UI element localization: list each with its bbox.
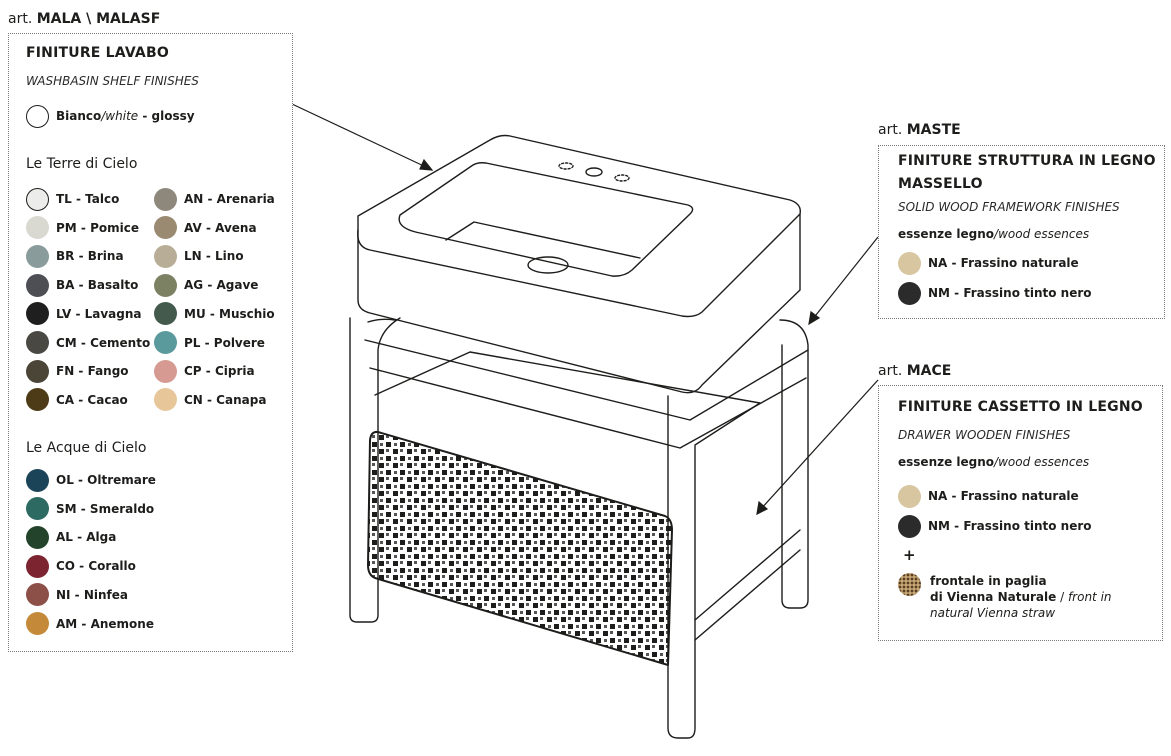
swatch-label: NI - Ninfea (56, 587, 128, 602)
swatch-terre-right-0 (154, 187, 275, 211)
swatch-color (26, 497, 49, 520)
art-prefix: art. (8, 11, 33, 27)
swatch-maste-1 (898, 281, 1092, 305)
swatch-terre-left-7 (26, 388, 128, 412)
swatch-label: CP - Cipria (184, 364, 255, 379)
swatch-label: LV - Lavagna (56, 306, 142, 321)
swatch-terre-right-3 (154, 273, 258, 297)
swatch-mace-0 (898, 484, 1079, 508)
swatch-color (26, 331, 49, 354)
swatch-color (26, 105, 49, 128)
swatch-label: NM - Frassino tinto nero (928, 286, 1092, 300)
swatch-label: AN - Arenaria (184, 192, 275, 206)
swatch-color (898, 485, 921, 508)
swatch-maste-0 (898, 251, 1079, 275)
swatch-label: CO - Corallo (56, 559, 136, 574)
art-code: MASTE (906, 122, 961, 138)
swatch-bianco-glossy (26, 104, 195, 128)
art-mace-label (878, 363, 951, 379)
mala-subtitle: WASHBASIN SHELF FINISHES (26, 74, 199, 88)
swatch-terre-right-1 (154, 216, 257, 240)
swatch-acque-5 (26, 612, 154, 636)
swatch-label: BA - Basalto (56, 278, 139, 293)
swatch-label: AV - Avena (184, 220, 257, 235)
swatch-label: NM - Frassino tinto nero (928, 519, 1092, 533)
mace-title: FINITURE CASSETTO IN LEGNO (898, 399, 1143, 415)
swatch-color (898, 252, 921, 275)
swatch-terre-left-4 (26, 302, 142, 326)
swatch-label: AG - Agave (184, 278, 259, 293)
mala-title: FINITURE LAVABO (26, 45, 169, 61)
drawer-straw-front (368, 432, 672, 665)
swatch-terre-left-5 (26, 331, 150, 355)
leader-arrow-mace (760, 380, 878, 510)
maste-title-line2: MASSELLO (898, 176, 983, 192)
swatch-mace-1 (898, 514, 1092, 538)
swatch-color (898, 515, 921, 538)
terre-di-cielo-heading: Le Terre di Cielo (26, 156, 138, 172)
swatch-terre-left-2 (26, 244, 124, 268)
maste-title-line1: FINITURE STRUTTURA IN LEGNO (898, 153, 1156, 169)
art-prefix: art. (878, 122, 903, 138)
swatch-color (26, 274, 49, 297)
swatch-label: OL - Oltremare (56, 473, 156, 487)
swatch-terre-right-2 (154, 244, 244, 268)
straw-label: frontale in paglia di Vienna Naturale / front in natural Vienna straw (930, 574, 1112, 620)
art-maste-label (878, 122, 961, 138)
leader-arrow-maste (812, 237, 878, 320)
leader-arrow-mala (292, 104, 428, 168)
swatch-color (154, 216, 177, 239)
swatch-color (26, 583, 49, 606)
swatch-color (26, 188, 49, 211)
maste-finishes-panel (878, 145, 1165, 319)
swatch-label: AL - Alga (56, 530, 117, 545)
swatch-color (26, 555, 49, 578)
swatch-label: PL - Polvere (184, 335, 265, 350)
swatch-label: FN - Fango (56, 364, 129, 379)
swatch-color (26, 388, 49, 411)
swatch-color (154, 274, 177, 297)
art-code: MACE (906, 363, 952, 379)
swatch-acque-0 (26, 468, 156, 492)
swatch-acque-3 (26, 554, 136, 578)
swatch-label: Bianco/white - glossy (56, 109, 195, 123)
swatch-label: LN - Lino (184, 249, 244, 264)
swatch-label: TL - Talco (56, 192, 120, 206)
swatch-color (154, 302, 177, 325)
swatch-label: NA - Frassino naturale (928, 256, 1079, 270)
swatch-color (26, 245, 49, 268)
art-prefix: art. (878, 363, 903, 379)
plus-sign: + (903, 546, 916, 564)
swatch-label: BR - Brina (56, 249, 124, 264)
straw-texture-icon (898, 573, 921, 596)
mala-finishes-panel (8, 33, 293, 652)
swatch-acque-2 (26, 525, 116, 549)
swatch-color (154, 245, 177, 268)
swatch-color (26, 612, 49, 635)
swatch-color (154, 388, 177, 411)
swatch-terre-left-0 (26, 187, 119, 211)
swatch-terre-left-6 (26, 359, 129, 383)
swatch-label: CN - Canapa (184, 392, 267, 407)
swatch-color (26, 526, 49, 549)
swatch-color (26, 216, 49, 239)
swatch-label: CA - Cacao (56, 392, 128, 407)
mace-subtitle: DRAWER WOODEN FINISHES (898, 428, 1071, 442)
swatch-vienna-straw (898, 573, 1112, 621)
swatch-terre-right-7 (154, 388, 266, 412)
swatch-color (26, 302, 49, 325)
maste-essence-label: essenze legno/wood essences (898, 227, 1090, 241)
swatch-label: NA - Frassino naturale (928, 489, 1079, 503)
swatch-color (154, 360, 177, 383)
swatch-color (154, 188, 177, 211)
swatch-terre-left-1 (26, 216, 139, 240)
swatch-acque-4 (26, 583, 128, 607)
art-code: MALA \ MALASF (36, 11, 161, 27)
maste-subtitle: SOLID WOOD FRAMEWORK FINISHES (898, 200, 1120, 214)
swatch-color (26, 469, 49, 492)
swatch-color (154, 331, 177, 354)
swatch-terre-right-6 (154, 359, 255, 383)
mace-essence-label: essenze legno/wood essences (898, 455, 1090, 469)
swatch-terre-right-5 (154, 331, 265, 355)
swatch-label: PM - Pomice (56, 220, 139, 235)
swatch-color (26, 360, 49, 383)
swatch-label: MU - Muschio (184, 306, 275, 321)
swatch-label: AM - Anemone (56, 616, 154, 631)
mace-finishes-panel (878, 385, 1163, 641)
swatch-label: SM - Smeraldo (56, 501, 155, 516)
swatch-acque-1 (26, 497, 154, 521)
swatch-terre-right-4 (154, 302, 275, 326)
art-mala-label (8, 11, 160, 27)
swatch-label: CM - Cemento (56, 335, 151, 350)
acque-di-cielo-heading: Le Acque di Cielo (26, 440, 147, 456)
swatch-terre-left-3 (26, 273, 138, 297)
swatch-color (898, 282, 921, 305)
